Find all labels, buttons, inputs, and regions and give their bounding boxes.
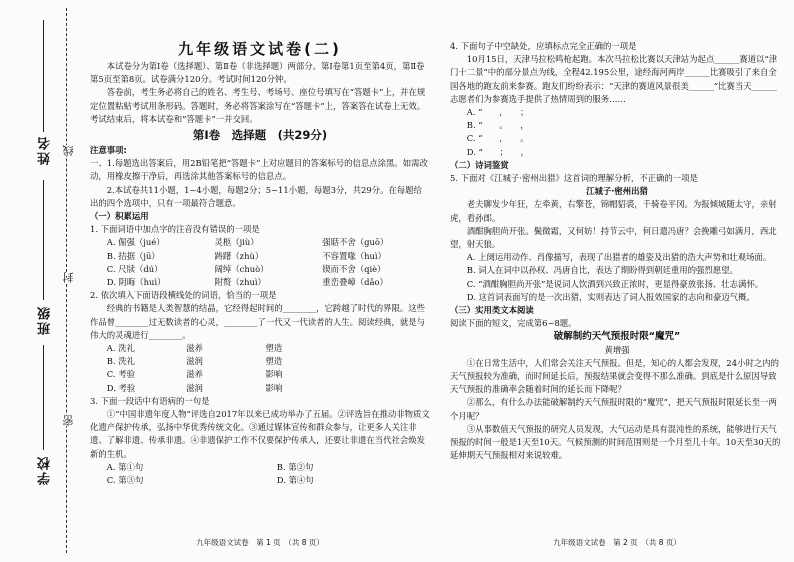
q2-passage: 经典的书籍是人类智慧的结晶，它经得起时间的________，它跨越了时代的界限。这些作品曾________过无数读者的心灵，________了一代又一代读者的人生。阅读经典，就是与伟大的灵魂进行________。 bbox=[90, 303, 426, 340]
q5-option-c: C. “酒酣胸胆尚开张”是说词人饮酒到兴致正浓时，更显得豪放张扬、壮志满怀。 bbox=[466, 278, 764, 289]
article-author: 黄增强 bbox=[604, 344, 630, 355]
q1-option-row: D. 阴晦（huì） 附赘（zhuì） 重峦叠嶂（dǎo） bbox=[106, 277, 388, 288]
exam-title: 九年级语文试卷(二) bbox=[178, 40, 342, 58]
q5-option-b: B. 词人在词中以孙权、冯唐自比，表达了期盼得到朝廷重用的强烈愿望。 bbox=[466, 265, 738, 276]
q3-stem: 3. 下面一段话中有语病的一句是 bbox=[90, 395, 210, 406]
q2-stem: 2. 依次填入下面语段横线处的词语，恰当的一项是 bbox=[90, 290, 277, 301]
note-2: 2.本试卷共11小题，1~4小题，每题2分；5~11小题，每题3分，共29分。在每题给出的四个选项中，只有一项最符合题意。 bbox=[90, 184, 422, 208]
q5-option-a: A. 上阕运用动作、肖像描写，表现了出猎者的雄姿及出猎的浩大声势和壮观场面。 bbox=[466, 252, 772, 263]
school-fill-line bbox=[43, 345, 44, 450]
class-label: 班级 bbox=[38, 305, 53, 335]
q3-option-row: A. 第①句 B. 第②句 bbox=[106, 461, 314, 472]
section-title: 第Ⅰ卷 选择题 (共29分) bbox=[192, 128, 328, 143]
part1-title: （一）积累运用 bbox=[90, 211, 149, 222]
q3-passage: ①“中国非遗年度人物”评选自2017年以来已成功举办了五届。②评选旨在推动非物质文化遗产保护传承，弘扬中华优秀传统文化。③通过媒体宣传和群众参与，让更多人关注非遗、了解非遗、传承非遗。④非遗保护工作不仅要保护传承人，还要让非遗在当代社会焕发新的生机。 bbox=[90, 409, 430, 459]
q4-stem: 4. 下面句子中空缺处，应填标点完全正确的一项是 bbox=[450, 41, 637, 51]
note-1: 一、1.每题选出答案后，用2B铅笔把“答题卡”上对应题目的答案标号的信息点涂黑。如需改动，用橡皮擦干净后，再选涂其他答案标号的信息点。 bbox=[90, 158, 428, 182]
reading-instruction: 阅读下面的短文，完成第6~8题。 bbox=[450, 318, 577, 329]
q4-option-c: C. “ ， 。 bbox=[466, 133, 529, 144]
part2-title: （二）诗词鉴赏 bbox=[450, 159, 509, 170]
poem-line-1: 老夫聊发少年狂，左牵黄，右擎苍，锦帽貂裘，千骑卷平冈。为报倾城随太守，亲射虎，看孙郎。 bbox=[450, 199, 777, 223]
q1-option-row: B. 拮据（jū） 踌躇（zhù） 不容置喙（huì） bbox=[106, 250, 386, 261]
q2-option-row: B. 洗礼 滋润 塑造 bbox=[106, 356, 283, 367]
q4-option-b: B. “ 。 ， bbox=[466, 120, 529, 131]
article-paragraph-2: ②那么，有什么办法能破解制约天气预报时限的“魔咒”，把天气预报时限延长至一两个月呢？ bbox=[450, 397, 777, 421]
seal-char-line: 线 bbox=[62, 145, 75, 156]
q3-option-row: C. 第③句 D. 第④句 bbox=[106, 475, 314, 486]
article-paragraph-3: ③从事数值天气预报的研究人员发现，大气运动是具有混沌性的系统，能够进行天气预报的时间一般是1天至10天。气候预测的时间范围则是一个月至几十年。10天至30天的延伸期天气预报相对来说较难。 bbox=[450, 423, 781, 461]
q4-passage: 10月15日，天津马拉松鸣枪起跑。本次马拉松比赛以天津站为起点______赛道以“津门十二景”中的部分景点为线，全程42.195公里，途经海河两岸______比赛吸引了来自全国各地的跑友前来参赛。跑友们纷纷表示：“天津的赛道风景很美______”比赛当天______志愿者们为参赛选手提供了热情周到的服务…… bbox=[450, 54, 778, 104]
intro-paragraph-1: 本试卷分为第Ⅰ卷（选择题）、第Ⅱ卷（非选择题）两部分。第Ⅰ卷第1页至第4页，第Ⅱ卷第5页至第8页。试卷满分120分。考试时间120分钟。 bbox=[90, 61, 425, 85]
page-2-footer: 九年级语文试卷 第 2 页 （共 8 页） bbox=[553, 538, 681, 547]
seal-char-secret: 密 bbox=[62, 415, 75, 426]
article-paragraph-1: ①在日常生活中，人们常会关注天气预报。但是，知心的人都会发现，24小时之内的天气预报较为准确，而时间延长后，预报结果就会变得不那么准确。到底是什么原因导致天气预报的准确率会随着时间的延长而下降呢？ bbox=[450, 357, 779, 395]
q5-option-d: D. 这首词表面写的是一次出猎，实则表达了词人报效国家的志向和豪迈气概。 bbox=[466, 291, 755, 302]
q4-option-a: A. “ ， ； bbox=[466, 107, 529, 118]
binding-margin bbox=[0, 0, 80, 562]
intro-paragraph-2: 答卷前，考生务必将自己的姓名、考生号、考场号、座位号填写在“答题卡”上，并在规定位置粘贴考试用条形码。答题时，务必将答案涂写在“答题卡”上，答案答在试卷上无效。考试结束后，将本试卷和“答题卡”一并交回。 bbox=[90, 87, 426, 124]
name-fill-line bbox=[43, 20, 44, 132]
poem-line-2: 酒酣胸胆尚开张。鬓微霜，又何妨！持节云中，何日遣冯唐？会挽雕弓如满月，西北望，射天狼。 bbox=[450, 225, 777, 250]
q1-stem: 1. 下面词语中加点字的注音没有错误的一项是 bbox=[90, 224, 260, 235]
q4-option-d: D. “ ； ， bbox=[466, 146, 529, 157]
article-title: 破解制约天气预报时限“魔咒” bbox=[553, 331, 681, 343]
part3-title: （三）实用类文本阅读 bbox=[450, 305, 534, 316]
q1-option-row: C. 尺牍（dú） 阔绰（chuò） 锲而不舍（qiè） bbox=[106, 263, 386, 274]
notes-title: 注意事项: bbox=[90, 145, 127, 156]
name-label: 姓名 bbox=[38, 135, 53, 165]
q2-option-row: A. 洗礼 滋养 塑造 bbox=[106, 343, 283, 354]
q5-stem: 5. 下面对《江城子·密州出猎》这首词的理解分析，不正确的一项是 bbox=[450, 173, 698, 184]
right-column bbox=[450, 40, 784, 463]
class-fill-line bbox=[43, 180, 44, 300]
q2-option-row: D. 考验 滋润 影响 bbox=[106, 382, 283, 393]
seal-char-seal: 封 bbox=[62, 272, 75, 283]
page-1-footer: 九年级语文试卷 第 1 页 （共 8 页） bbox=[196, 538, 324, 547]
school-label: 学校 bbox=[38, 455, 53, 485]
q2-option-row: C. 考验 滋养 影响 bbox=[106, 369, 283, 380]
q1-option-row: A. 倔强（jué） 灵柩（jiù） 强聒不舍（guō） bbox=[106, 237, 389, 248]
poem-title: 江城子·密州出猎 bbox=[586, 186, 648, 197]
left-column bbox=[90, 38, 430, 487]
